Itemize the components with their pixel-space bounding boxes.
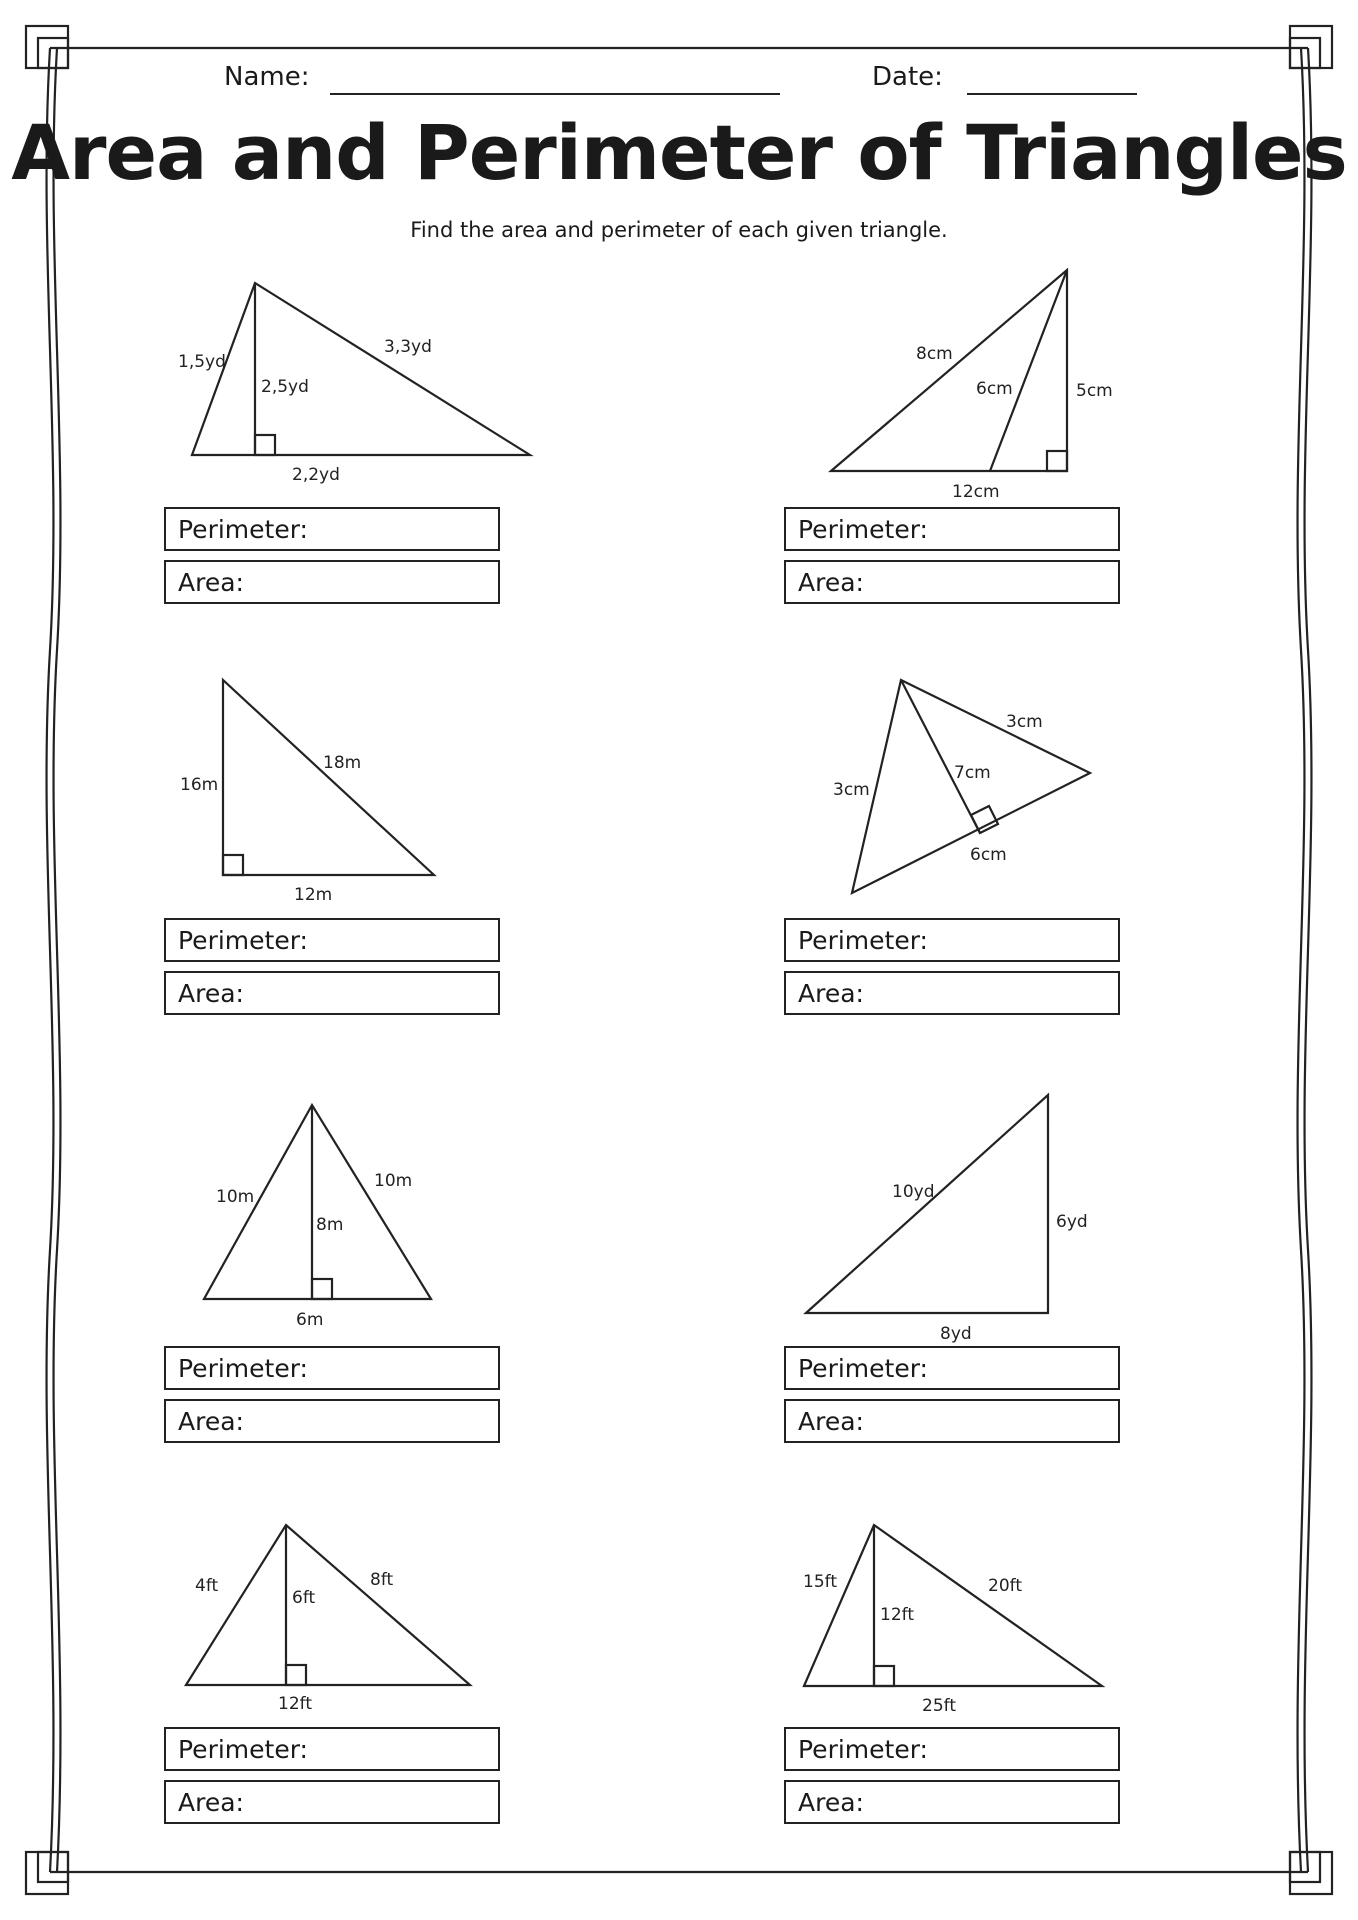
base-label: 6cm (970, 845, 1007, 865)
name-line[interactable] (330, 93, 780, 95)
side-label: 4ft (195, 1576, 219, 1596)
triangle-figure (784, 680, 1204, 940)
height-label: 6ft (292, 1588, 316, 1608)
base-label: 12m (294, 885, 333, 905)
area-answer-box[interactable]: Area: (784, 1780, 1120, 1824)
problem-3 (164, 680, 584, 1060)
height-label: 8m (316, 1215, 344, 1235)
side-label: 3,3yd (384, 337, 432, 357)
perimeter-answer-box[interactable]: Perimeter: (784, 1727, 1120, 1771)
side-label: 3cm (1006, 712, 1043, 732)
base-label: 8yd (940, 1324, 972, 1344)
perimeter-answer-box[interactable]: Perimeter: (784, 918, 1120, 962)
side-label: 16m (180, 775, 219, 795)
problem-1 (164, 270, 584, 650)
side-label: 8cm (916, 344, 953, 364)
area-answer-box[interactable]: Area: (164, 560, 500, 604)
base-label: 6m (296, 1310, 324, 1330)
problem-2 (784, 270, 1204, 650)
area-answer-box[interactable]: Area: (164, 971, 500, 1015)
problem-7 (164, 1525, 584, 1905)
perimeter-answer-box[interactable]: Perimeter: (164, 918, 500, 962)
perimeter-answer-box[interactable]: Perimeter: (784, 507, 1120, 551)
side-label: 10m (374, 1171, 413, 1191)
triangle-figure (164, 680, 584, 940)
side-label: 20ft (988, 1576, 1022, 1596)
instructions: Find the area and perimeter of each given triangle. (410, 218, 948, 242)
problem-6 (784, 1095, 1204, 1475)
base-label: 12ft (278, 1694, 312, 1714)
side-label: 3cm (833, 780, 870, 800)
side-label: 6cm (976, 379, 1013, 399)
area-answer-box[interactable]: Area: (784, 560, 1120, 604)
page-title: Area and Perimeter of Triangles (11, 108, 1347, 197)
area-answer-box[interactable]: Area: (164, 1399, 500, 1443)
height-label: 7cm (954, 763, 991, 783)
triangle-figure (784, 1095, 1204, 1355)
base-label: 12cm (952, 482, 1000, 502)
side-label: 10yd (892, 1182, 935, 1202)
perimeter-answer-box[interactable]: Perimeter: (164, 1346, 500, 1390)
triangle-figure (164, 1105, 584, 1365)
side-label: 1,5yd (178, 352, 226, 372)
perimeter-answer-box[interactable]: Perimeter: (784, 1346, 1120, 1390)
side-label: 10m (216, 1187, 255, 1207)
triangle-figure (164, 270, 584, 530)
side-label: 6yd (1056, 1212, 1088, 1232)
area-answer-box[interactable]: Area: (784, 971, 1120, 1015)
date-label: Date: (872, 62, 943, 92)
side-label: 15ft (803, 1572, 837, 1592)
side-label: 8ft (370, 1570, 394, 1590)
date-line[interactable] (967, 93, 1137, 95)
side-label: 18m (323, 753, 362, 773)
perimeter-answer-box[interactable]: Perimeter: (164, 507, 500, 551)
name-label: Name: (224, 62, 310, 92)
perimeter-answer-box[interactable]: Perimeter: (164, 1727, 500, 1771)
side-label: 5cm (1076, 381, 1113, 401)
base-label: 25ft (922, 1696, 956, 1716)
base-label: 2,2yd (292, 465, 340, 485)
problem-8 (784, 1525, 1204, 1905)
problem-5 (164, 1105, 584, 1485)
area-answer-box[interactable]: Area: (164, 1780, 500, 1824)
area-answer-box[interactable]: Area: (784, 1399, 1120, 1443)
height-label: 2,5yd (261, 377, 309, 397)
triangle-figure (784, 270, 1204, 530)
height-label: 12ft (880, 1605, 914, 1625)
problem-4 (784, 680, 1204, 1060)
